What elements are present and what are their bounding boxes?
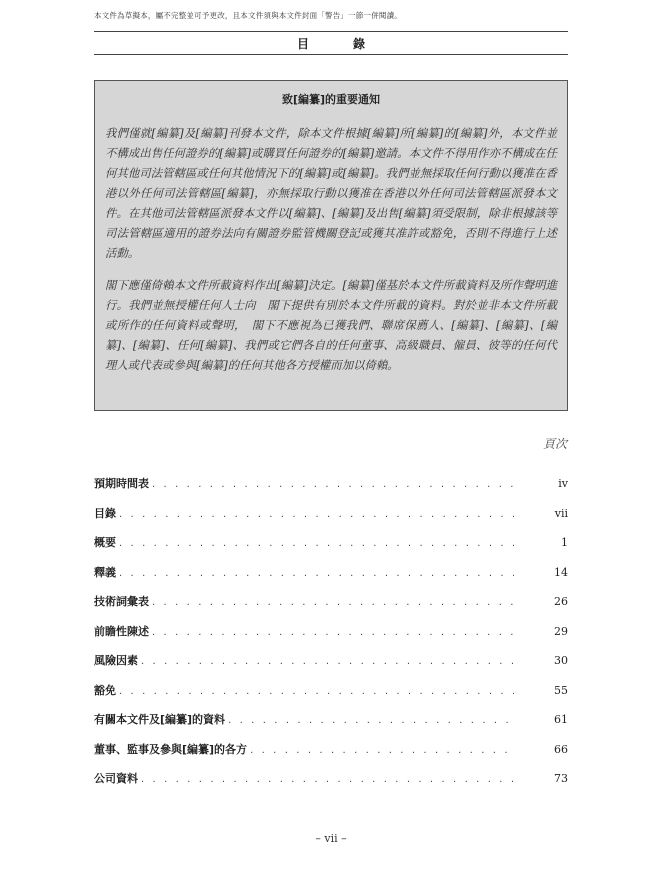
toc-leader-dots [152, 627, 514, 638]
toc-leader-dots [119, 509, 514, 520]
toc-entry-page: 73 [554, 772, 568, 785]
toc-entry[interactable] [94, 505, 568, 535]
toc-entry[interactable] [94, 711, 568, 741]
page-number-footer: – vii – [315, 832, 347, 845]
toc-entry-page: 66 [554, 742, 568, 756]
toc-leader-dots [250, 745, 514, 756]
toc-entry-title: 豁免 [94, 683, 116, 697]
toc-leader-dots [141, 656, 514, 667]
toc-entry-title: 有關本文件及[編纂]的資料 [94, 713, 226, 726]
important-notice-box [94, 80, 568, 411]
toc-entry-title: 風險因素 [94, 654, 138, 667]
toc-entry-page: iv [558, 477, 568, 490]
toc-entry[interactable] [94, 534, 568, 564]
toc-entry-page: 30 [554, 654, 568, 667]
toc-entry-title: 概要 [94, 536, 116, 549]
toc-entry-page: 26 [554, 595, 568, 608]
toc-entry-title: 目錄 [94, 506, 116, 520]
toc-leader-dots [119, 686, 514, 697]
page-column-label: 頁次 [542, 437, 567, 451]
page-title: 目 錄 [296, 36, 381, 51]
notice-paragraph: 我們僅就[編纂]及[編纂]刊發本文件，除本文件根據[編纂]所[編纂]的[編纂]外，本文件並不構成出售任何證券的[編纂]或購買任何證券的[編纂]邀請。本文件不得用作亦不構成在任何其他司法管轄區或任何其他情況下的[編纂]或[編纂]。我們並無採取任何行動以獲准在香港以外任何司法管轄區[編纂]，亦無採取行動以獲准在香港以外任何司法管轄區派發本文件。在其他司法管轄區派發本文件以[編纂]、[編纂]及出售[編纂]須受限制，除非根據該等司法管轄區適用的證券法向有關證券監管機關登記或獲其准許或豁免，否則不得進行上述活動。 [105, 126, 557, 260]
toc-entry-page: 1 [561, 536, 568, 549]
toc-leader-dots [119, 568, 514, 579]
toc-entry-title: 技術詞彙表 [94, 595, 149, 608]
toc-entry[interactable] [94, 682, 568, 712]
notice-heading: 致[編纂]的重要通知 [281, 93, 381, 106]
draft-warning-header: 本文件為草擬本，屬不完整並可予更改，且本文件須與本文件封面「警告」一節一併閱讀。 [94, 11, 402, 20]
toc-entry-title: 董事、監事及參與[編纂]的各方 [94, 742, 248, 756]
toc-leader-dots [152, 597, 514, 608]
toc-leader-dots [152, 479, 514, 490]
toc-entry[interactable] [94, 741, 568, 771]
toc-entry-title: 公司資料 [94, 772, 138, 785]
toc-entry-page: 61 [554, 713, 568, 726]
toc-entry-page: vii [554, 506, 568, 520]
table-of-contents [94, 475, 568, 800]
toc-entry-title: 前瞻性陳述 [94, 624, 149, 638]
notice-paragraph: 閣下應僅倚賴本文件所載資料作出[編纂]決定。[編纂]僅基於本文件所載資料及所作聲明進行。我們並無授權任何人士向 閣下提供有別於本文件所載的資料。對於並非本文件所載或所作的任何資料或聲明， 閣下不應視為已獲我們、聯席保薦人、[編纂]、[編纂]、[編纂]、[編纂]、任何[編纂]、我們或它們各自的任何董事、高級職員、僱員、彼等的任何代理人或代表或參與[編纂]的任何其他各方授權而加以倚賴。 [105, 278, 557, 372]
toc-entry-page: 55 [554, 683, 568, 697]
toc-leader-dots [119, 538, 514, 549]
toc-entry-page: 29 [554, 624, 568, 638]
toc-entry[interactable] [94, 593, 568, 623]
toc-entry[interactable] [94, 475, 568, 505]
title-block [94, 31, 568, 55]
toc-entry-title: 預期時間表 [94, 477, 149, 490]
toc-entry[interactable] [94, 564, 568, 594]
toc-entry-title: 釋義 [94, 565, 116, 579]
toc-entry[interactable] [94, 652, 568, 682]
toc-entry[interactable] [94, 623, 568, 653]
toc-entry-page: 14 [554, 565, 568, 579]
toc-leader-dots [141, 774, 514, 785]
toc-entry[interactable] [94, 770, 568, 800]
toc-leader-dots [228, 715, 514, 726]
